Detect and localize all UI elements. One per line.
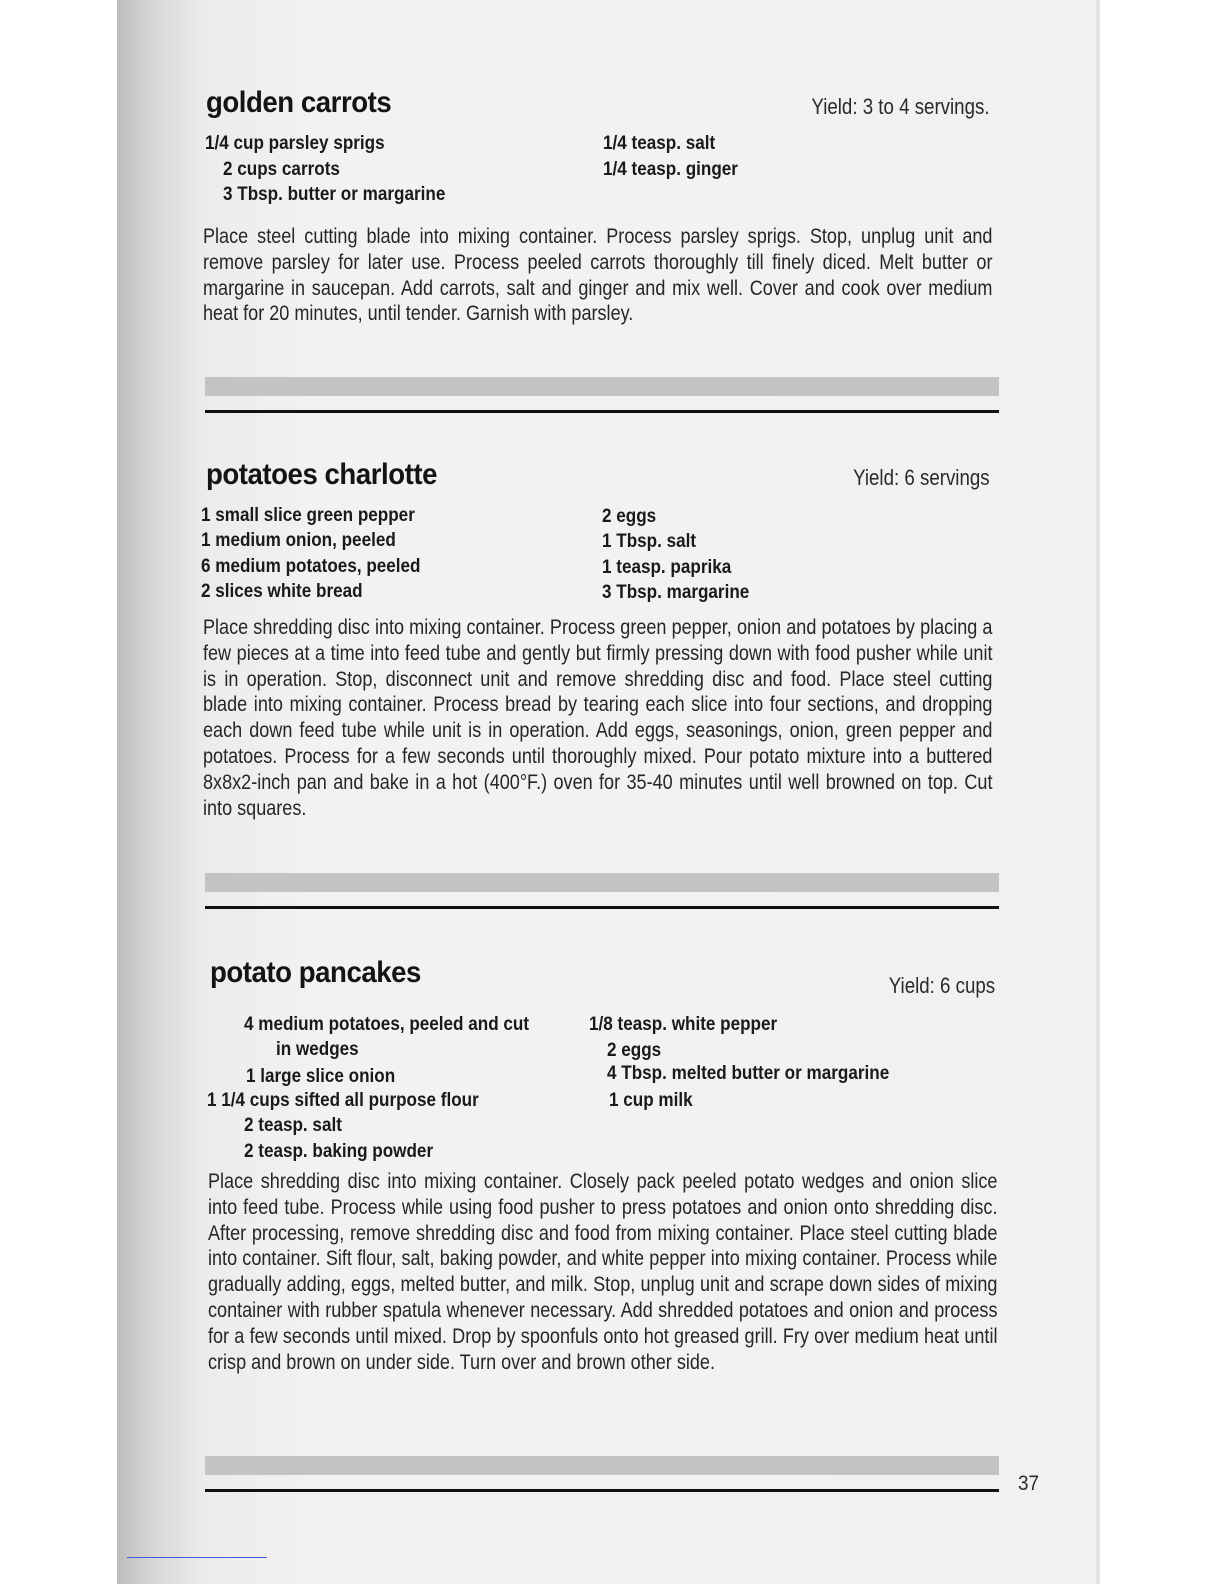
recipe-yield: Yield: 3 to 4 servings. (811, 94, 990, 119)
ingredient: 1 large slice onion (246, 1066, 396, 1087)
ingredient: 1 medium onion, peeled (201, 530, 396, 551)
ingredient: 1/4 teasp. salt (603, 133, 716, 154)
ingredient: 2 eggs (607, 1040, 662, 1061)
ingredient: 1 Tbsp. salt (602, 531, 697, 552)
recipe-directions: Place shredding disc into mixing container. Process green pepper, onion and potatoes by placing a few pieces at a time into feed tube and gently but firmly pressing down with food pusher while unit is in operation. Stop, disconnect unit and remove shredding disc and food. Place steel cutting blade into mixing container. Process bread by tearing each slice into four sections, and dropping each down feed tube while unit is in operation. Add eggs, seasonings, onion, green pepper and potatoes. Process for a few seconds until thoroughly mixed. Pour potato mixture into a buttered 8x8x2-inch pan and bake in a hot (400°F.) oven for 35-40 minutes until well browned on top. Cut into squares. (203, 616, 993, 820)
ingredient: 1/4 cup parsley sprigs (205, 133, 385, 154)
rule-divider (205, 1489, 999, 1492)
link-underline (127, 1557, 267, 1558)
recipe-directions: Place shredding disc into mixing container. Closely pack peeled potato wedges and onion slice into feed tube. Process while using food pusher to press potatoes and onion onto shredding disc. After processing, remove shredding disc and food from mixing container. Place steel cutting blade into container. Sift flour, salt, baking powder, and white pepper into mixing container. Process while gradually adding, eggs, melted butter, and milk. Stop, unplug unit and scrape down sides of mixing container with rubber spatula whenever necessary. Add shredded potatoes and onion and process for a few seconds until mixed. Drop by spoonfuls onto hot greased grill. Fry over medium heat until crisp and brown on under side. Turn over and brown other side. (208, 1170, 998, 1374)
ingredient: 1 teasp. paprika (602, 557, 732, 578)
ingredient: 2 eggs (602, 506, 657, 527)
ingredient: in wedges (276, 1039, 359, 1060)
page-number: 37 (1018, 1472, 1040, 1495)
ingredient: 1 1/4 cups sifted all purpose flour (207, 1090, 479, 1111)
rule-divider (205, 906, 999, 909)
ingredient: 4 medium potatoes, peeled and cut (244, 1014, 530, 1035)
ingredient: 2 teasp. baking powder (244, 1141, 434, 1162)
ingredient: 1 cup milk (609, 1090, 693, 1111)
recipe-directions: Place steel cutting blade into mixing container. Process parsley sprigs. Stop, unplug unit and remove parsley for later use. Process peeled carrots thoroughly till finely diced. Melt butter or margarine in saucepan. Add carrots, salt and ginger and mix well. Cover and cook over medium heat for 20 minutes, until tender. Garnish with parsley. (203, 225, 993, 326)
ingredient: 3 Tbsp. margarine (602, 582, 750, 603)
ingredient: 1/4 teasp. ginger (603, 159, 738, 180)
recipe-yield: Yield: 6 cups (888, 973, 995, 998)
ingredient: 4 Tbsp. melted butter or margarine (607, 1063, 890, 1084)
recipe-yield: Yield: 6 servings (853, 465, 990, 490)
page-edge (1096, 0, 1100, 1584)
gray-band-divider (205, 1456, 999, 1475)
recipe-title: golden carrots (206, 86, 392, 119)
ingredient: 3 Tbsp. butter or margarine (223, 184, 446, 205)
recipe-title: potatoes charlotte (206, 458, 437, 491)
gray-band-divider (205, 873, 999, 892)
ingredient: 1 small slice green pepper (201, 505, 415, 526)
ingredient: 1/8 teasp. white pepper (589, 1014, 778, 1035)
gray-band-divider (205, 377, 999, 396)
rule-divider (205, 410, 999, 413)
ingredient: 2 cups carrots (223, 159, 340, 180)
recipe-title: potato pancakes (210, 956, 421, 989)
ingredient: 2 teasp. salt (244, 1115, 342, 1136)
ingredient: 2 slices white bread (201, 581, 363, 602)
ingredient: 6 medium potatoes, peeled (201, 556, 421, 577)
